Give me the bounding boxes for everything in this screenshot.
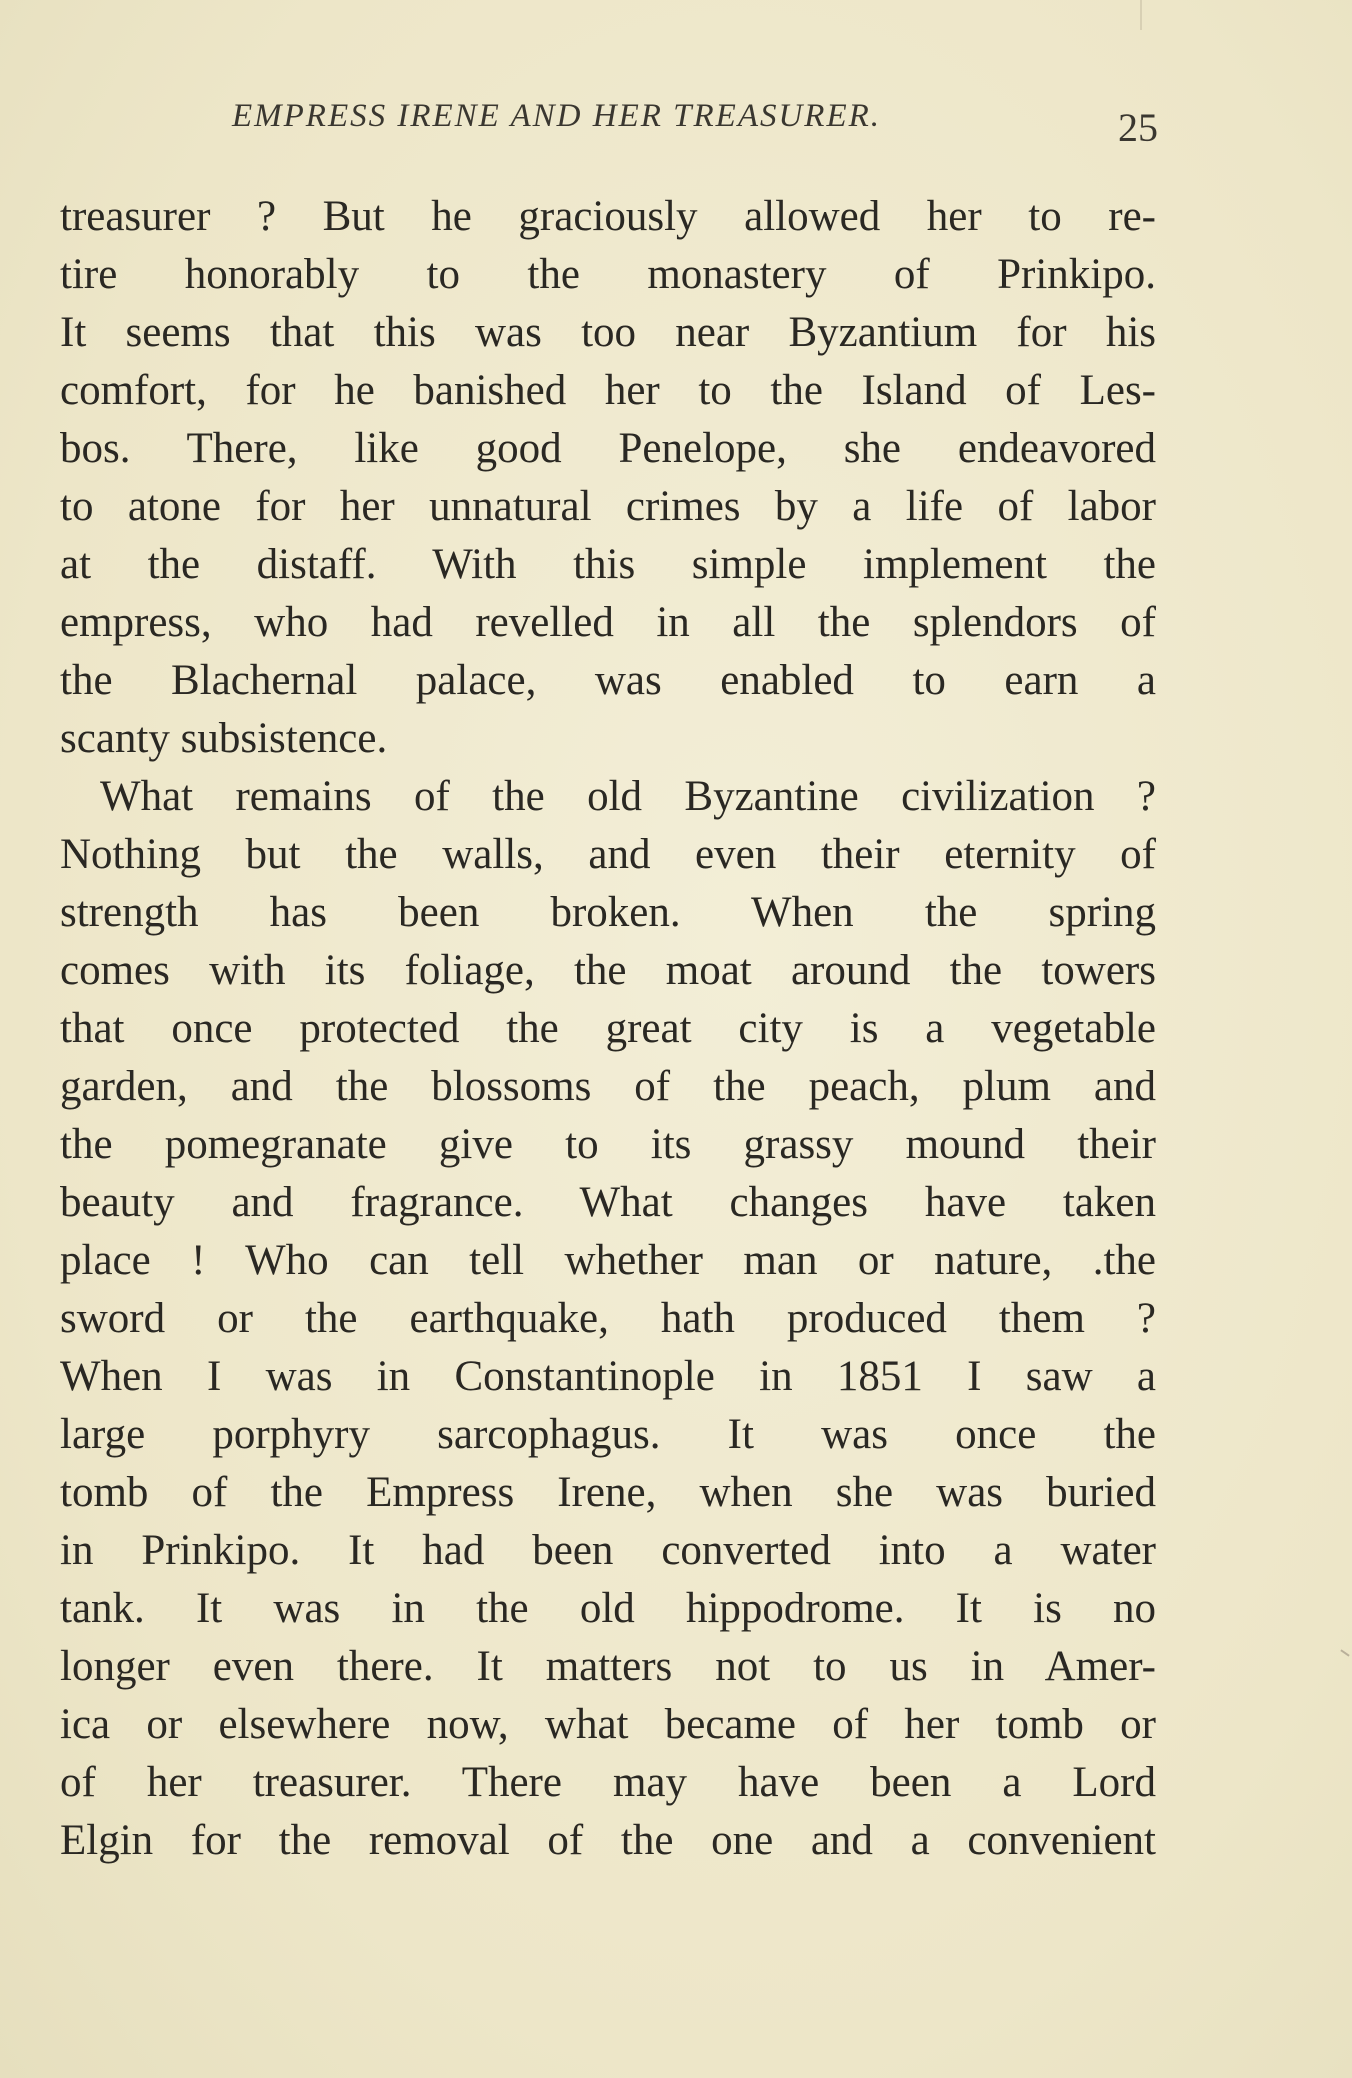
text-line: tire honorably to the monastery of Prinkipo. — [60, 251, 1156, 298]
text-line: It seems that this was too near Byzantium for his — [60, 309, 1156, 356]
text-line: in Prinkipo. It had been converted into a water — [60, 1527, 1156, 1574]
text-line: bos. There, like good Penelope, she endeavored — [60, 425, 1156, 472]
text-line: Elgin for the removal of the one and a convenient — [60, 1817, 1156, 1864]
text-line: When I was in Constantinople in 1851 I saw a — [60, 1353, 1156, 1400]
body-text — [60, 188, 1156, 1870]
text-line: to atone for her unnatural crimes by a life of labor — [60, 483, 1156, 530]
text-line: that once protected the great city is a vegetable — [60, 1005, 1156, 1052]
text-line: scanty subsistence. — [60, 715, 388, 762]
text-line: strength has been broken. When the spring — [60, 889, 1156, 936]
text-line: large porphyry sarcophagus. It was once the — [60, 1411, 1156, 1458]
text-line: beauty and fragrance. What changes have taken — [60, 1179, 1156, 1226]
text-line: sword or the earthquake, hath produced them ? — [60, 1295, 1156, 1342]
text-line: Nothing but the walls, and even their eternity of — [60, 831, 1156, 878]
text-line: comfort, for he banished her to the Island of Les- — [60, 367, 1156, 414]
text-line: comes with its foliage, the moat around the towers — [60, 947, 1156, 994]
text-line: tomb of the Empress Irene, when she was buried — [60, 1469, 1156, 1516]
text-line: at the distaff. With this simple implement the — [60, 541, 1156, 588]
page-number: 25 — [1118, 105, 1158, 150]
text-line: longer even there. It matters not to us in Amer- — [60, 1643, 1156, 1690]
text-line: the Blachernal palace, was enabled to earn a — [60, 657, 1156, 704]
text-line: the pomegranate give to its grassy mound their — [60, 1121, 1156, 1168]
text-line: tank. It was in the old hippodrome. It is no — [60, 1585, 1156, 1632]
text-line: place ! Who can tell whether man or nature, .the — [60, 1237, 1156, 1284]
paper-mark — [1340, 1649, 1349, 1656]
text-line: garden, and the blossoms of the peach, plum and — [60, 1063, 1156, 1110]
text-line: of her treasurer. There may have been a Lord — [60, 1759, 1156, 1806]
paragraph-first-line: What remains of the old Byzantine civilization ? — [100, 773, 1156, 820]
text-line: empress, who had revelled in all the splendors of — [60, 599, 1156, 646]
running-head: EMPRESS IRENE AND HER TREASURER. — [232, 98, 882, 134]
paper-mark — [1140, 0, 1142, 30]
text-line: ica or elsewhere now, what became of her tomb or — [60, 1701, 1156, 1748]
text-line: treasurer ? But he graciously allowed her to re- — [60, 193, 1156, 240]
